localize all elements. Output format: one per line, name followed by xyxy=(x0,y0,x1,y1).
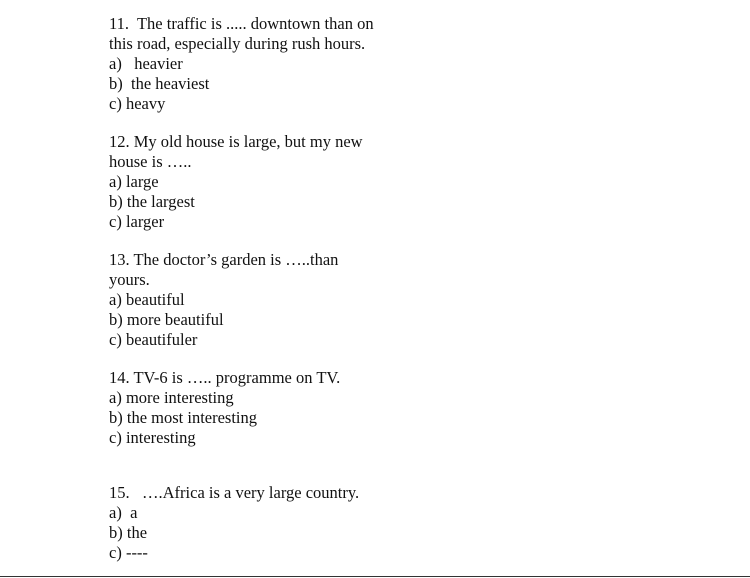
question-stem: this road, especially during rush hours. xyxy=(109,34,366,53)
question-stem: 13. The doctor’s garden is …..than xyxy=(109,250,339,269)
question-11 xyxy=(109,14,429,114)
question-12 xyxy=(109,132,429,232)
question-stem: house is ….. xyxy=(109,152,192,171)
answer-option-b: b) the most interesting xyxy=(109,408,258,427)
answer-option-a: a) beautiful xyxy=(109,290,185,309)
question-stem: 15. ….Africa is a very large country. xyxy=(109,483,360,502)
page-bottom-divider xyxy=(0,576,750,577)
worksheet xyxy=(109,14,429,563)
question-14 xyxy=(109,368,429,448)
question-13 xyxy=(109,250,429,350)
question-stem: yours. xyxy=(109,270,150,289)
answer-option-a: a) more interesting xyxy=(109,388,234,407)
answer-option-c: c) heavy xyxy=(109,94,166,113)
question-stem: 12. My old house is large, but my new xyxy=(109,132,363,151)
answer-option-a: a) large xyxy=(109,172,159,191)
answer-option-c: c) larger xyxy=(109,212,165,231)
answer-option-b: b) more beautiful xyxy=(109,310,224,329)
answer-option-c: c) beautifuler xyxy=(109,330,198,349)
answer-option-a: a) a xyxy=(109,503,138,522)
answer-option-b: b) the heaviest xyxy=(109,74,210,93)
answer-option-c: c) ---- xyxy=(109,543,148,562)
question-15 xyxy=(109,483,429,563)
question-stem: 11. The traffic is ..... downtown than on xyxy=(109,14,374,33)
answer-option-b: b) the largest xyxy=(109,192,195,211)
answer-option-c: c) interesting xyxy=(109,428,196,447)
question-stem: 14. TV-6 is ….. programme on TV. xyxy=(109,368,341,387)
answer-option-b: b) the xyxy=(109,523,148,542)
answer-option-a: a) heavier xyxy=(109,54,183,73)
